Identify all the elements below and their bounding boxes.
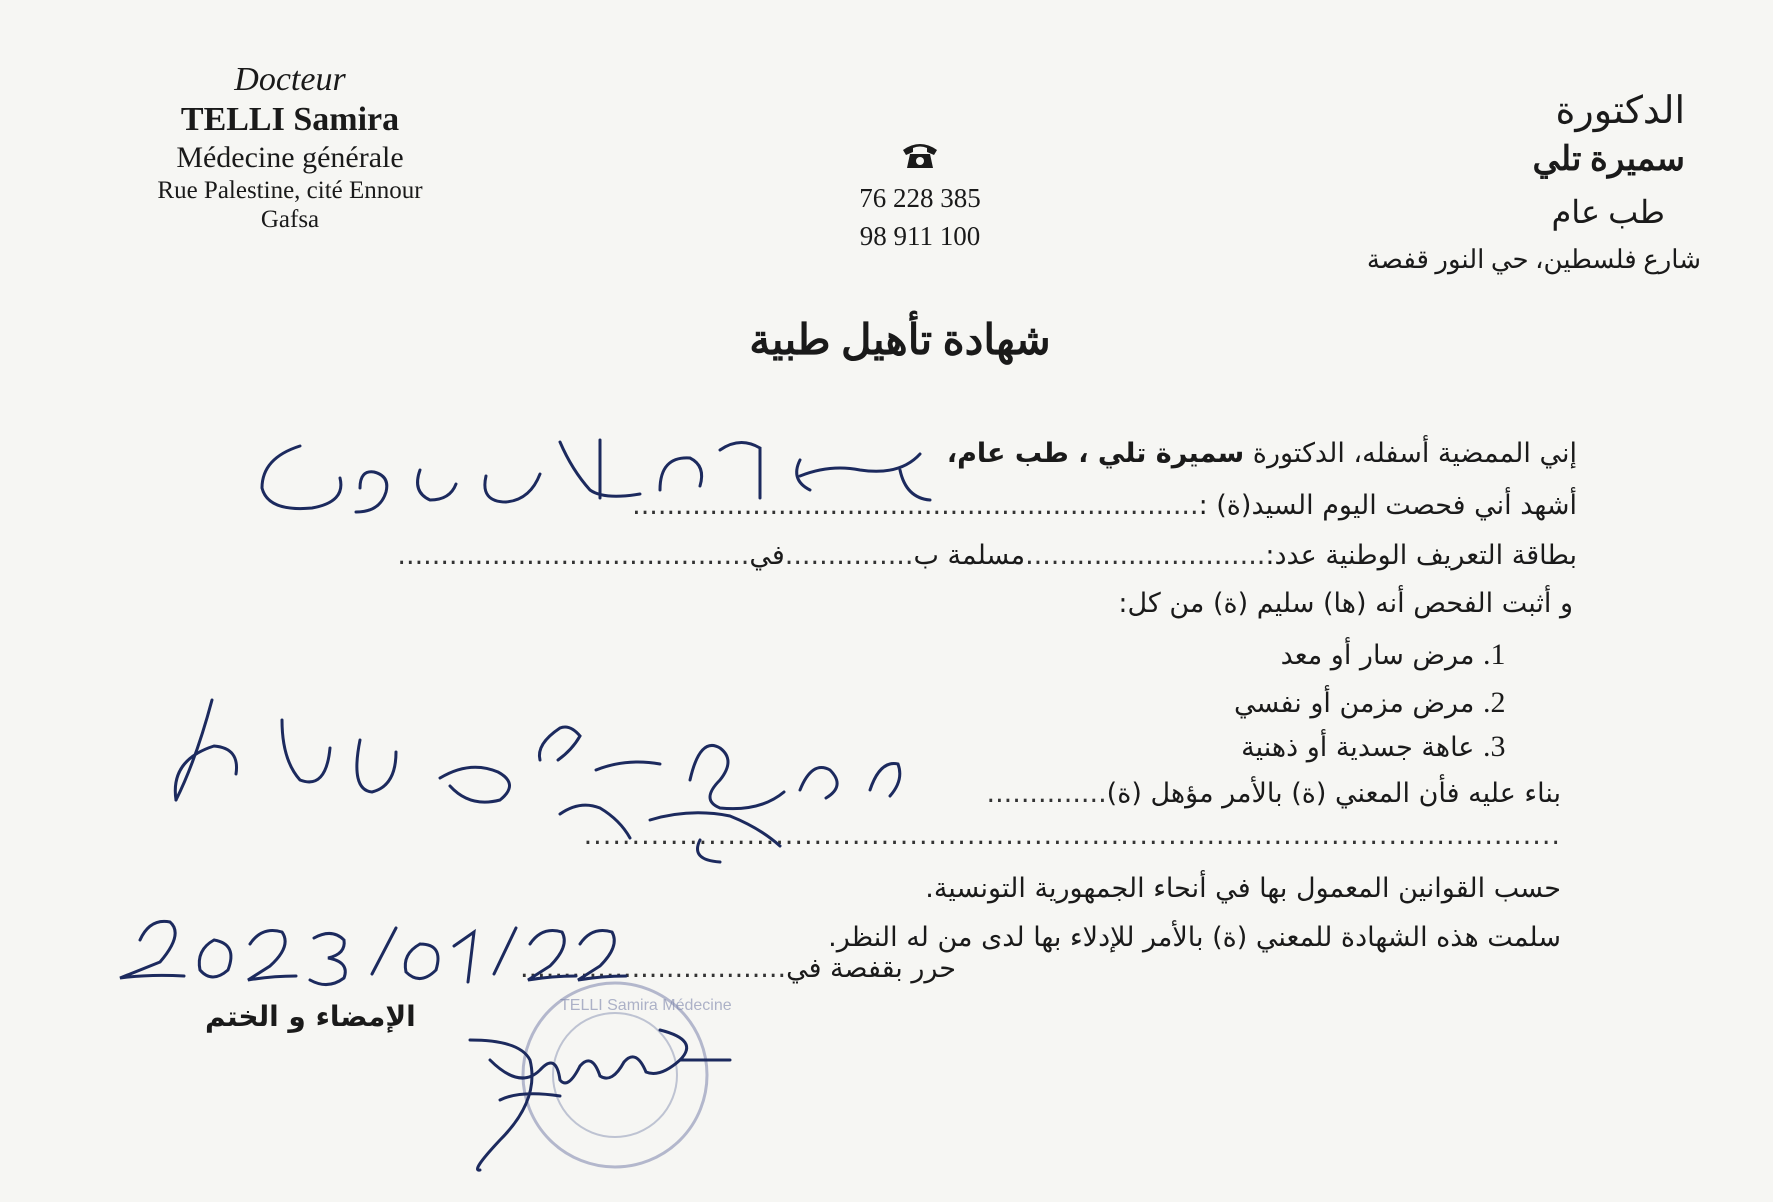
handwritten-patient-name — [262, 440, 930, 512]
doctor-city-fr: Gafsa — [260, 206, 320, 234]
condition-text: مرض سار أو معد — [1280, 640, 1475, 671]
doctor-title-fr: Docteur — [234, 61, 346, 98]
line1-doctor-name: سميرة تلي ، طب عام، — [946, 438, 1245, 469]
signature-label: الإمضاء و الختم — [205, 1000, 416, 1033]
issued-by-label: مسلمة ب — [913, 540, 1026, 571]
phone-number-1: 76 228 385 — [859, 183, 981, 213]
doctor-specialty-ar: طب عام — [1551, 194, 1665, 230]
line2-label: أشهد أني فحصت اليوم السيد(ة) : — [1198, 490, 1577, 521]
certificate-line-6: حسب القوانين المعمول بها في أنحاء الجمهورية التونسية. — [925, 873, 1561, 904]
phone-number-2: 98 911 100 — [859, 221, 981, 251]
doctor-address-ar: شارع فلسطين، حي النور قفصة — [1366, 245, 1701, 274]
date-dots: ............................... — [520, 953, 787, 984]
condition-text: مرض مزمن أو نفسي — [1233, 688, 1475, 719]
certificate-title: شهادة تأهيل طبية — [749, 318, 1051, 364]
condition-number: 2. — [1483, 686, 1506, 719]
doctor-address-fr: Rue Palestine, cité Ennour — [157, 176, 423, 204]
doctor-name-ar: سميرة تلي — [1532, 141, 1685, 178]
doctor-title-ar: الدكتورة — [1555, 90, 1685, 132]
condition-number: 3. — [1483, 730, 1506, 763]
handwritten-qualification — [175, 700, 900, 862]
signature — [470, 1030, 730, 1170]
condition-text: عاهة جسدية أو ذهنية — [1241, 732, 1475, 763]
qualification-dots-line: ...................................................................................................... — [583, 820, 1561, 851]
written-at-text: حرر بقفصة في — [786, 953, 956, 984]
id-card-label: بطاقة التعريف الوطنية عدد: — [1265, 540, 1577, 571]
patient-name-dots: .................................................................. — [632, 490, 1199, 521]
line5-label: بناء عليه فأن المعني (ة) بالأمر مؤهل (ة) — [1106, 778, 1561, 809]
issued-by-dots: ............... — [784, 540, 914, 571]
certificate-line-7: سلمت هذه الشهادة للمعني (ة) بالأمر للإدلاء بها لدى من له النظر. — [828, 922, 1561, 953]
issued-in-dots: ......................................... — [397, 540, 750, 571]
condition-number: 1. — [1483, 638, 1506, 671]
stamp — [523, 983, 732, 1167]
certificate-line-4: و أثبت الفحص أنه (ها) سليم (ة) من كل: — [1118, 588, 1573, 619]
doctor-name-fr: TELLI Samira — [180, 101, 400, 139]
line1-prefix: إني الممضية أسفله، الدكتورة — [1252, 438, 1577, 469]
id-number-dots: ............................ — [1025, 540, 1266, 571]
doctor-specialty-fr: Médecine générale — [176, 141, 404, 175]
issued-in-label: في — [749, 540, 785, 571]
stamp-text: TELLI Samira Médecine — [560, 997, 732, 1014]
handwritten-date — [120, 921, 626, 984]
qualification-dots: .............. — [986, 778, 1107, 809]
